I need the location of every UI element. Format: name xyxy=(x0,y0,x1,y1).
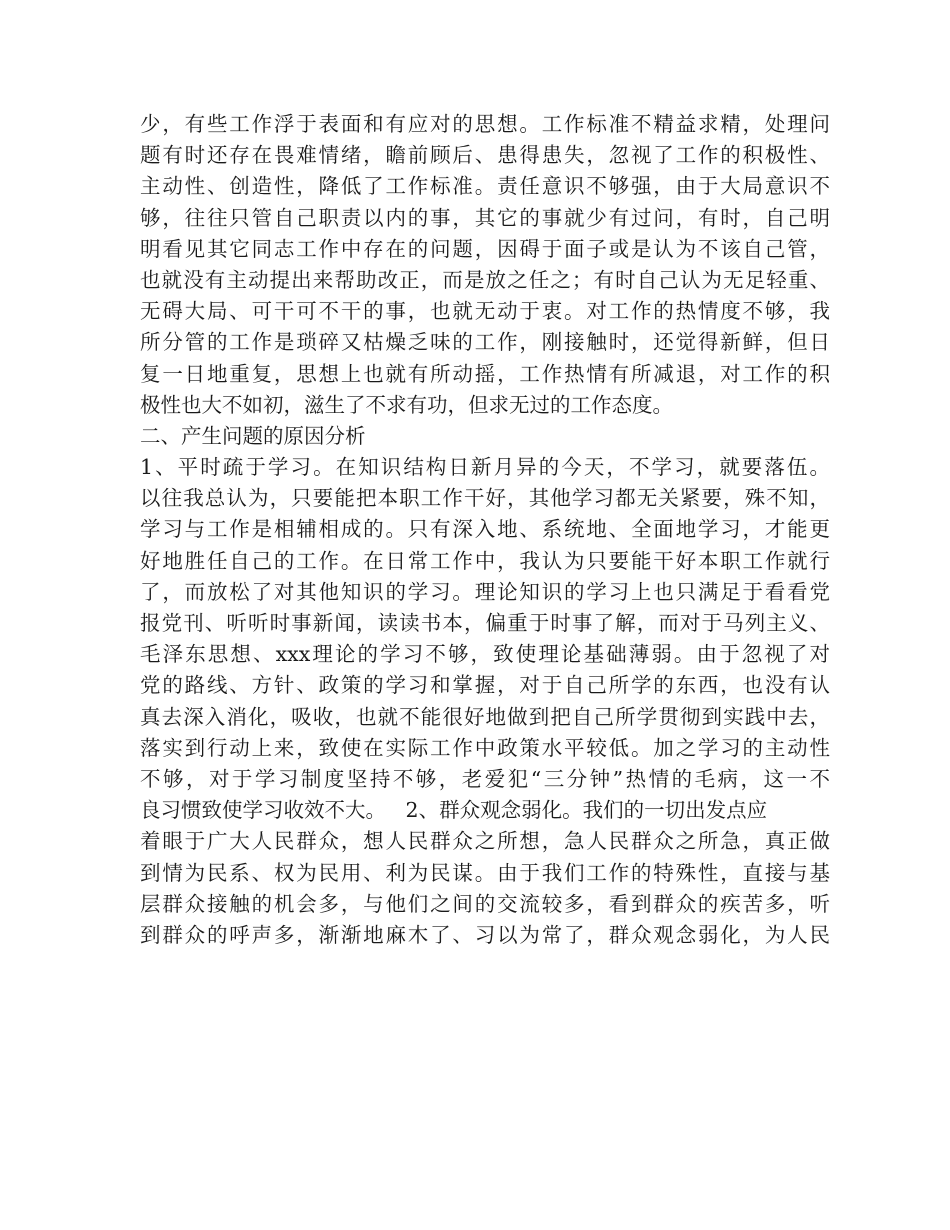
text-line: 真去深入消化，吸收，也就不能很好地做到把自己所学贯彻到实践中去， xyxy=(140,704,830,729)
text-line: 少，有些工作浮于表面和有应对的思想。工作标准不精益求精，处理问 xyxy=(140,112,830,136)
text-line: 主动性、创造性，降低了工作标准。责任意识不够强，由于大局意识不 xyxy=(140,174,830,199)
text-line: 以往我总认为，只要能把本职工作干好，其他学习都无关紧要，殊不知， xyxy=(140,486,830,511)
text-line: 够，往往只管自己职责以内的事，其它的事就少有过问，有时，自己明 xyxy=(140,205,830,230)
text-line: 学习与工作是相辅相成的。只有深入地、系统地、全面地学习，才能更 xyxy=(140,517,830,542)
text-line: 无碍大局、可干可不干的事，也就无动于衷。对工作的热情度不够，我 xyxy=(140,299,830,324)
text-line: 到群众的呼声多，渐渐地麻木了、习以为常了，群众观念弱化，为人民 xyxy=(140,922,830,947)
text-line: 1、平时疏于学习。在知识结构日新月异的今天，不学习，就要落伍。 xyxy=(140,455,830,480)
body-text xyxy=(140,109,830,951)
text-line: 也就没有主动提出来帮助改正，而是放之任之；有时自己认为无足轻重、 xyxy=(140,267,830,292)
text-line: 极性也大不如初，滋生了不求有功，但求无过的工作态度。 xyxy=(140,392,673,417)
text-line: 到情为民系、权为民用、利为民谋。由于我们工作的特殊性，直接与基 xyxy=(140,860,830,885)
text-line: 复一日地重复，思想上也就有所动摇，工作热情有所减退，对工作的积 xyxy=(140,361,830,386)
text-line: 了，而放松了对其他知识的学习。理论知识的学习上也只满足于看看党 xyxy=(140,579,830,604)
text-line: 着眼于广大人民群众，想人民群众之所想，急人民群众之所急，真正做 xyxy=(140,829,830,854)
text-line: 题有时还存在畏难情绪，瞻前顾后、患得患失，忽视了工作的积极性、 xyxy=(140,143,830,168)
text-line: 所分管的工作是琐碎又枯燥乏味的工作，刚接触时，还觉得新鲜，但日 xyxy=(140,330,830,355)
section-heading: 二、产生问题的原因分析 xyxy=(140,423,366,448)
text-line: 报党刊、听听时事新闻，读读书本，偏重于时事了解，而对于马列主义、 xyxy=(140,611,830,635)
text-line: 层群众接触的机会多，与他们之间的交流较多，看到群众的疾苦多，听 xyxy=(140,891,830,916)
text-line: 明看见其它同志工作中存在的问题，因碍于面子或是认为不该自己管， xyxy=(140,236,830,261)
text-line: 好地胜任自己的工作。在日常工作中，我认为只要能干好本职工作就行 xyxy=(140,548,830,573)
text-line: 不够，对于学习制度坚持不够，老爱犯“三分钟”热情的毛病，这一不 xyxy=(140,766,830,791)
text-line: 毛泽东思想、xxx理论的学习不够，致使理论基础薄弱。由于忽视了对 xyxy=(140,642,830,667)
text-line: 良习惯致使学习收效不大。 2、群众观念弱化。我们的一切出发点应 xyxy=(140,798,768,823)
text-line: 党的路线、方针、政策的学习和掌握，对于自己所学的东西，也没有认 xyxy=(140,673,830,698)
text-line: 落实到行动上来，致使在实际工作中政策水平较低。加之学习的主动性 xyxy=(140,735,830,760)
